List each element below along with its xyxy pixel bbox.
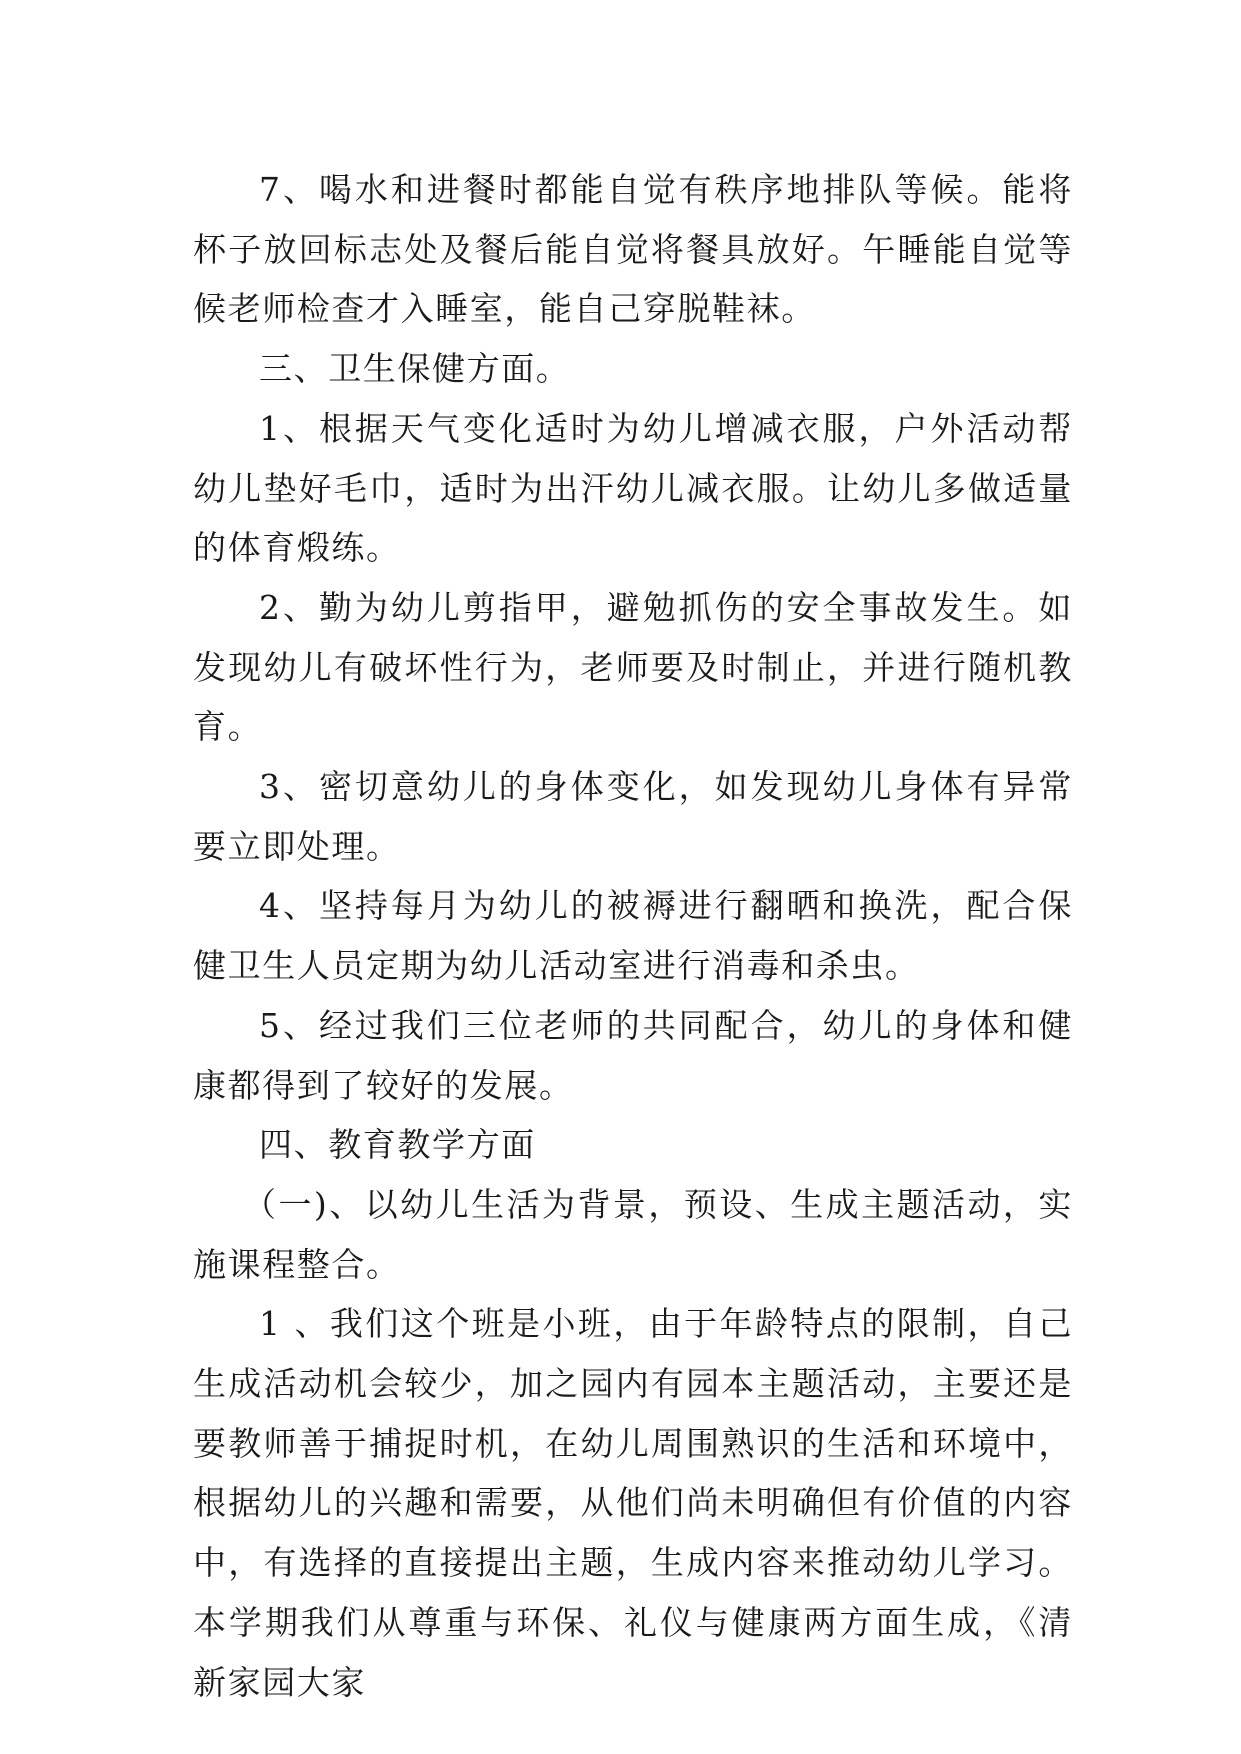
subsection-heading-themes: （一)、以幼儿生活为背景，预设、生成主题活动，实施课程整合。 — [193, 1184, 1073, 1284]
paragraph-health-5-results: 5、经过我们三位老师的共同配合，幼儿的身体和健康都得到了较好的发展。 — [193, 1005, 1073, 1105]
paragraph-health-4-bedding: 4、坚持每月为幼儿的被褥进行翻晒和换洗，配合保健卫生人员定期为幼儿活动室进行消毒和杀虫。 — [193, 886, 1073, 986]
paragraph-health-2-nails: 2、勤为幼儿剪指甲，避勉抓伤的安全事故发生。如发现幼儿有破坏性行为，老师要及时制止，并进行随机教育。 — [193, 587, 1073, 747]
paragraph-health-3-body-changes: 3、密切意幼儿的身体变化，如发现幼儿身体有异常要立即处理。 — [193, 767, 1073, 866]
section-heading-health-care: 三、卫生保健方面。 — [259, 349, 571, 389]
paragraph-health-1-clothing: 1、根据天气变化适时为幼儿增减衣服，户外活动帮幼儿垫好毛巾，适时为出汗幼儿减衣服。让幼儿多做适量的体育煅练。 — [193, 408, 1073, 568]
document-body — [193, 160, 1073, 1712]
paragraph-education-1-class: 1 、我们这个班是小班，由于年龄特点的限制，自己生成活动机会较少，加之园内有园本主题活动，主要还是要教师善于捕捉时机，在幼儿周围熟识的生活和环境中，根据幼儿的兴趣和需要，从他们尚未明确但有价值的内容中，有选择的直接提出主题，生成内容来推动幼儿学习。本学期我们从尊重与环保、礼仪与健康两方面生成，《清新家园大家 — [193, 1304, 1073, 1702]
section-heading-education: 四、教育教学方面 — [259, 1125, 536, 1165]
paragraph-item-7-habits: 7、喝水和进餐时都能自觉有秩序地排队等候。能将杯子放回标志处及餐后能自觉将餐具放好。午睡能自觉等候老师检查才入睡室，能自己穿脱鞋袜。 — [193, 170, 1073, 329]
